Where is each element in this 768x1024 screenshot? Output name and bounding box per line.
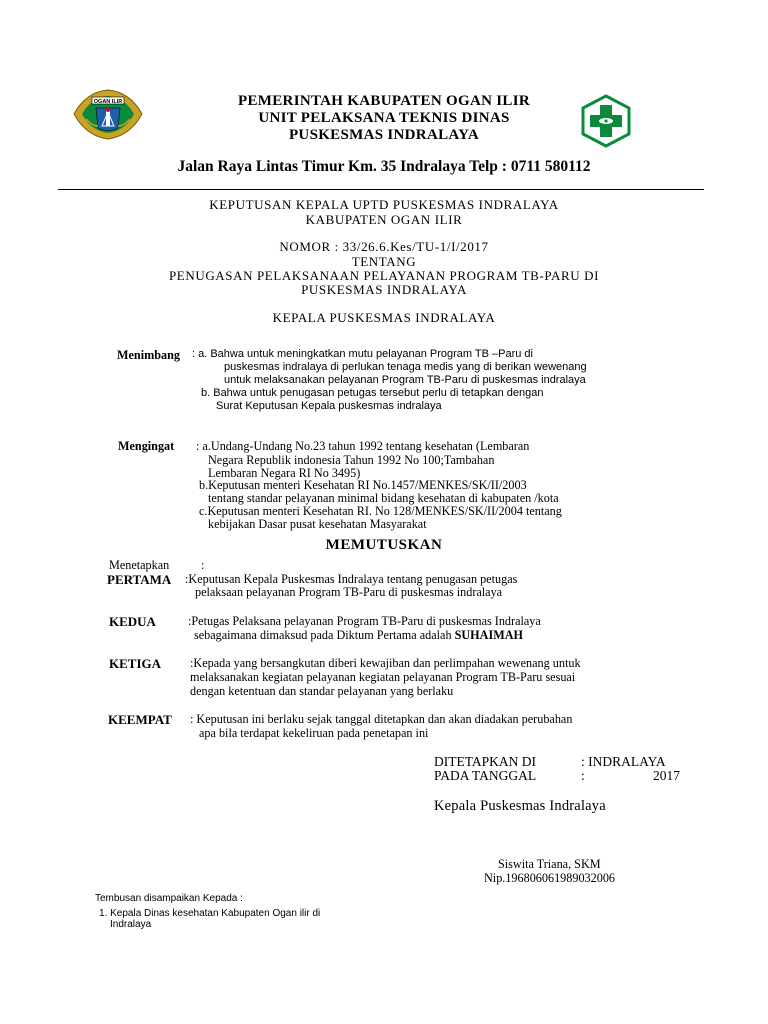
menimbang-line: b. Bahwa untuk penugasan petugas tersebut perlu di tetapkan dengan	[201, 387, 544, 399]
title-line1: KEPUTUSAN KEPALA UPTD PUSKESMAS INDRALAYA	[209, 197, 559, 212]
tembusan-heading: Tembusan disampaikan Kepada :	[95, 893, 243, 904]
header-address: Jalan Raya Lintas Timur Km. 35 Indralaya Telp : 0711 580112	[177, 158, 591, 175]
subject-line1: PENUGASAN PELAKSANAAN PELAYANAN PROGRAM TB-PARU DI	[168, 268, 600, 283]
nomor: NOMOR : 33/26.6.Kes/TU-1/I/2017	[279, 239, 489, 254]
mengingat-line: : a.Undang-Undang No.23 tahun 1992 tentang kesehatan (Lembaran	[196, 439, 530, 453]
mengingat-line: tentang standar pelayanan minimal bidang kesehatan di kabupaten /kota	[208, 491, 559, 505]
title-line2: KABUPATEN OGAN ILIR	[305, 212, 463, 227]
ketiga-label: KETIGA	[109, 656, 162, 671]
menimbang-label: Menimbang	[117, 348, 180, 362]
kedua-label: KEDUA	[109, 614, 156, 629]
header-divider	[58, 189, 704, 190]
emblem-label: OGAN ILIR	[93, 99, 123, 105]
menimbang-line: puskesmas indralaya di perlukan tenaga medis yang di berikan wewenang	[224, 361, 587, 373]
ketiga-line2: melaksanakan kegiatan pelayanan kegiatan pelayanan Program TB-Paru sesuai	[190, 670, 576, 684]
mengingat-label: Mengingat	[118, 439, 175, 453]
tanggal-year: 2017	[653, 768, 680, 783]
tembusan-item-cont: Indralaya	[110, 919, 152, 930]
mengingat-line: Negara Republik indonesia Tahun 1992 No 100;Tambahan	[208, 453, 495, 467]
mengingat-line: kebijakan Dasar pusat kesehatan Masyarakat	[208, 517, 427, 531]
tembusan-item: 1. Kepala Dinas kesehatan Kabupaten Ogan ilir di	[99, 908, 321, 919]
mengingat-line: c.Keputusan menteri Kesehatan RI. No 128/MENKES/SK/II/2004 tentang	[199, 504, 562, 518]
pertama-line2: pelaksaan pelayanan Program TB-Paru di puskesmas indralaya	[195, 585, 503, 599]
signatory-name: Siswita Triana, SKM	[498, 857, 601, 871]
menimbang-line: untuk melaksanakan pelayanan Program TB-Paru di puskesmas indralaya	[224, 374, 586, 386]
official-title: KEPALA PUSKESMAS INDRALAYA	[272, 310, 496, 325]
header-puskesmas: PUSKESMAS INDRALAYA	[288, 127, 480, 143]
signatory-title: Kepala Puskesmas Indralaya	[434, 798, 606, 814]
memutuskan-heading: MEMUTUSKAN	[325, 537, 443, 553]
menimbang-line: : a. Bahwa untuk meningkatkan mutu pelayanan Program TB –Paru di	[192, 348, 533, 360]
tanggal-colon: :	[581, 768, 585, 783]
keempat-label: KEEMPAT	[108, 712, 172, 727]
signatory-nip: Nip.196806061989032006	[484, 871, 616, 885]
ditetapkan-value: : INDRALAYA	[581, 754, 666, 769]
mengingat-line: b.Keputusan menteri Kesehatan RI No.1457/MENKES/SK/II/2003	[199, 478, 527, 492]
subject-line2: PUSKESMAS INDRALAYA	[301, 282, 467, 297]
tentang: TENTANG	[351, 254, 417, 269]
kedua-line2: sebagaimana dimaksud pada Diktum Pertama adalah	[194, 628, 455, 642]
menetapkan-colon: :	[201, 558, 205, 572]
ketiga-line1: :Kepada yang bersangkutan diberi kewajiban dan perlimpahan wewenang untuk	[190, 656, 581, 670]
assigned-officer-name: SUHAIMAH	[454, 628, 523, 642]
ketiga-line3: dengan ketentuan dan standar pelayanan yang berlaku	[190, 684, 454, 698]
header-unit: UNIT PELAKSANA TEKNIS DINAS	[258, 110, 510, 126]
keempat-line1: : Keputusan ini berlaku sejak tanggal ditetapkan dan akan diadakan perubahan	[190, 712, 573, 726]
header-government: PEMERINTAH KABUPATEN OGAN ILIR	[238, 93, 530, 109]
menetapkan-label: Menetapkan	[109, 558, 170, 572]
pertama-label: PERTAMA	[107, 572, 172, 587]
kedua-line1: :Petugas Pelaksana pelayanan Program TB-Paru di puskesmas Indralaya	[188, 614, 541, 628]
menimbang-line: Surat Keputusan Kepala puskesmas indralaya	[216, 400, 442, 412]
pertama-line1: :Keputusan Kepala Puskesmas Indralaya tentang penugasan petugas	[185, 572, 518, 586]
ditetapkan-label: DITETAPKAN DI	[434, 754, 537, 769]
tanggal-label: PADA TANGGAL	[434, 768, 537, 783]
mengingat-line: Lembaran Negara RI No 3495)	[208, 466, 361, 480]
keempat-line2: apa bila terdapat kekeliruan pada penetapan ini	[199, 726, 429, 740]
